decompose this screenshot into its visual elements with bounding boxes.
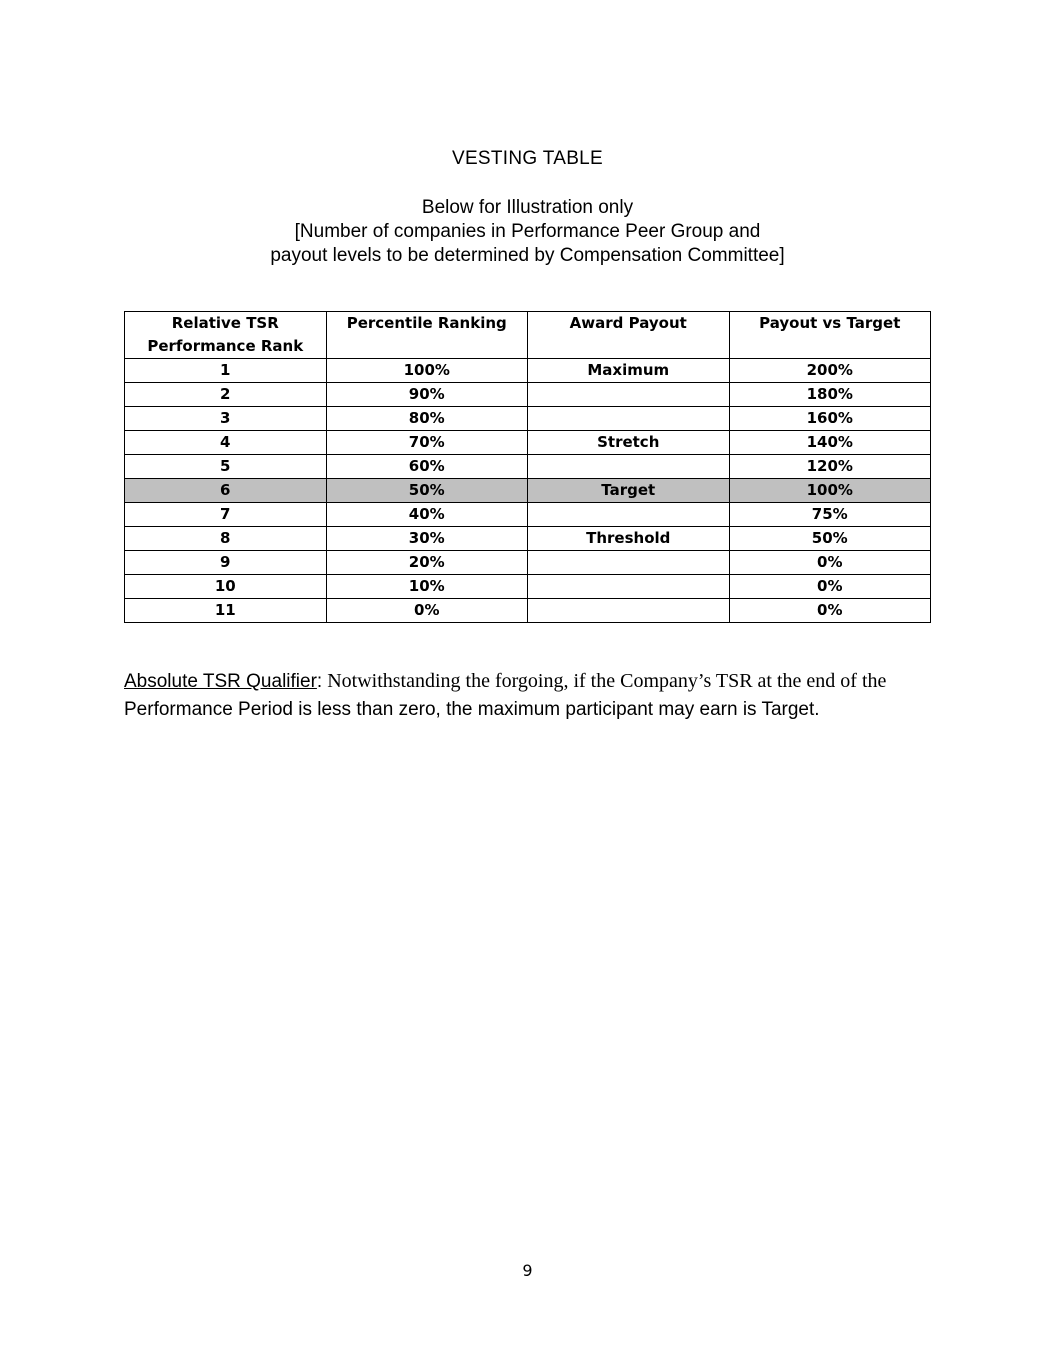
cell-award [528,455,730,479]
qualifier-colon: : [316,671,323,692]
cell-percentile: 20% [326,551,528,575]
cell-payout: 50% [729,527,931,551]
cell-award [528,407,730,431]
cell-percentile: 80% [326,407,528,431]
qualifier-label: Absolute TSR Qualifier [124,671,317,692]
table-header-row [125,312,931,359]
table-row-highlighted [125,479,931,503]
cell-percentile: 90% [326,383,528,407]
cell-payout: 0% [729,599,931,623]
cell-award [528,599,730,623]
qualifier-paragraph [124,667,934,724]
cell-rank: 7 [125,503,327,527]
cell-award: Target [528,479,730,503]
cell-rank: 1 [125,359,327,383]
table-row [125,599,931,623]
page-title: VESTING TABLE [451,148,604,169]
table-row [125,383,931,407]
subtitle-line-1: Below for Illustration only [421,197,634,218]
cell-rank: 9 [125,551,327,575]
cell-rank: 3 [125,407,327,431]
vesting-table [124,311,931,623]
cell-percentile: 100% [326,359,528,383]
table-row [125,455,931,479]
cell-payout: 0% [729,575,931,599]
cell-rank: 8 [125,527,327,551]
qualifier-text-part2: Performance Period is less than zero, the maximum participant may earn is Target. [124,699,820,720]
table-row [125,503,931,527]
page-number: 9 [522,1261,533,1280]
table-row [125,551,931,575]
cell-percentile: 0% [326,599,528,623]
header-percentile-ranking: Percentile Ranking [326,312,528,359]
cell-percentile: 30% [326,527,528,551]
cell-award [528,383,730,407]
cell-payout: 0% [729,551,931,575]
cell-award [528,575,730,599]
cell-payout: 140% [729,431,931,455]
cell-percentile: 40% [326,503,528,527]
table-row [125,407,931,431]
cell-payout: 75% [729,503,931,527]
table-row [125,575,931,599]
subtitle-line-2: [Number of companies in Performance Peer Group and [294,221,761,242]
cell-rank: 11 [125,599,327,623]
cell-award: Stretch [528,431,730,455]
cell-payout: 120% [729,455,931,479]
header-relative-tsr-rank: Relative TSR Performance Rank [125,312,327,359]
cell-percentile: 60% [326,455,528,479]
cell-payout: 180% [729,383,931,407]
cell-award [528,551,730,575]
subtitle-line-3: payout levels to be determined by Compensation Committee] [270,245,785,266]
cell-award [528,503,730,527]
cell-rank: 2 [125,383,327,407]
header-award-payout: Award Payout [528,312,730,359]
qualifier-text-part1: Notwithstanding the forgoing, if the Company’s TSR at the end of the [322,670,887,692]
cell-payout: 200% [729,359,931,383]
cell-award: Maximum [528,359,730,383]
cell-rank: 4 [125,431,327,455]
cell-payout: 100% [729,479,931,503]
cell-percentile: 50% [326,479,528,503]
table-row [125,431,931,455]
cell-payout: 160% [729,407,931,431]
header-payout-vs-target: Payout vs Target [729,312,931,359]
table-row [125,359,931,383]
cell-rank: 5 [125,455,327,479]
cell-percentile: 10% [326,575,528,599]
cell-percentile: 70% [326,431,528,455]
table-row [125,527,931,551]
cell-award: Threshold [528,527,730,551]
cell-rank: 6 [125,479,327,503]
cell-rank: 10 [125,575,327,599]
